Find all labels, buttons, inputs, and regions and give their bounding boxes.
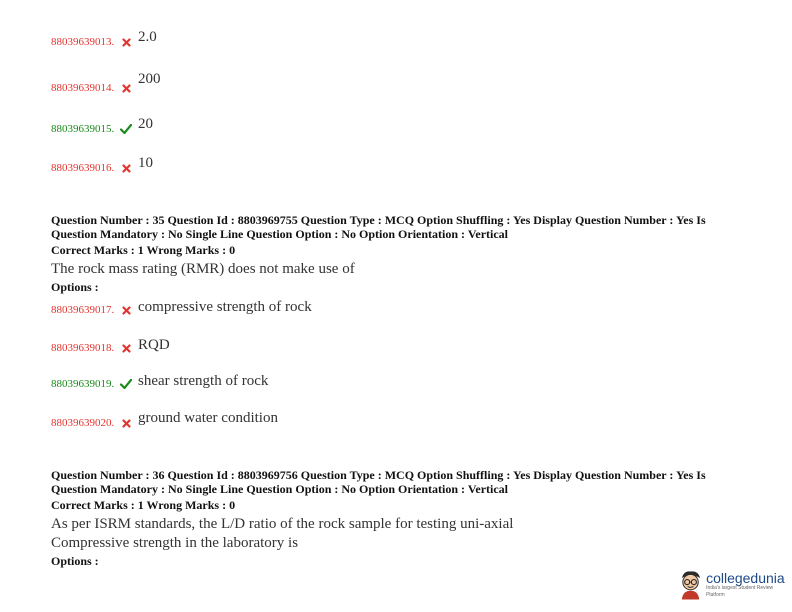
option-id: 88039639014. [51,82,115,94]
option-row [51,28,157,53]
check-icon [119,379,133,389]
question-text-line: Compressive strength in the laboratory is [51,535,299,551]
option-row [51,373,268,395]
check-icon [119,124,133,134]
option-text: 20 [138,115,153,132]
cross-icon [119,38,133,47]
cross-icon [119,306,133,315]
question-text [51,515,513,553]
cross-icon [119,419,133,428]
logo-wordmark: collegedunia [706,570,785,586]
collegedunia-logo [678,566,790,604]
option-text: 10 [138,154,153,171]
question-header [51,213,731,241]
option-row [51,154,153,179]
logo-tagline: India's largest Student Review Platform [706,585,774,598]
option-text: compressive strength of rock [138,298,312,315]
option-text: 2.0 [138,28,157,45]
option-id: 88039639018. [51,342,115,354]
option-row [51,115,153,140]
option-text: 200 [138,70,161,87]
option-id: 88039639019. [51,378,115,390]
question-text: The rock mass rating (RMR) does not make use of [51,261,355,277]
option-id: 88039639020. [51,417,115,429]
options-label: Options : [51,280,99,294]
marks-info: Correct Marks : 1 Wrong Marks : 0 [51,498,236,512]
option-id: 88039639016. [51,162,115,174]
option-id: 88039639017. [51,304,115,316]
option-row [51,409,278,434]
option-row [51,337,170,359]
options-label: Options : [51,554,99,568]
option-id: 88039639013. [51,36,115,48]
cross-icon [119,344,133,353]
option-row [51,70,161,99]
marks-info: Correct Marks : 1 Wrong Marks : 0 [51,243,236,257]
option-row [51,299,312,321]
question-header [51,468,731,496]
option-text: shear strength of rock [138,372,269,389]
cross-icon [119,84,133,93]
student-mascot-icon [678,569,703,601]
question-header-line: Question Mandatory : No Single Line Question Option : No Option Orientation : Vertical [51,227,509,241]
question-header-line: Question Mandatory : No Single Line Question Option : No Option Orientation : Vertical [51,482,509,496]
question-text-line: As per ISRM standards, the L/D ratio of the rock sample for testing uni-axial [51,516,514,532]
option-id: 88039639015. [51,123,115,135]
option-text: ground water condition [138,409,278,426]
cross-icon [119,164,133,173]
question-header-line: Question Number : 36 Question Id : 8803969756 Question Type : MCQ Option Shuffling : Yes Display Question Number : Yes Is [51,468,706,482]
question-header-line: Question Number : 35 Question Id : 8803969755 Question Type : MCQ Option Shuffling : Yes Display Question Number : Yes Is [51,213,706,227]
option-text: RQD [138,336,170,353]
